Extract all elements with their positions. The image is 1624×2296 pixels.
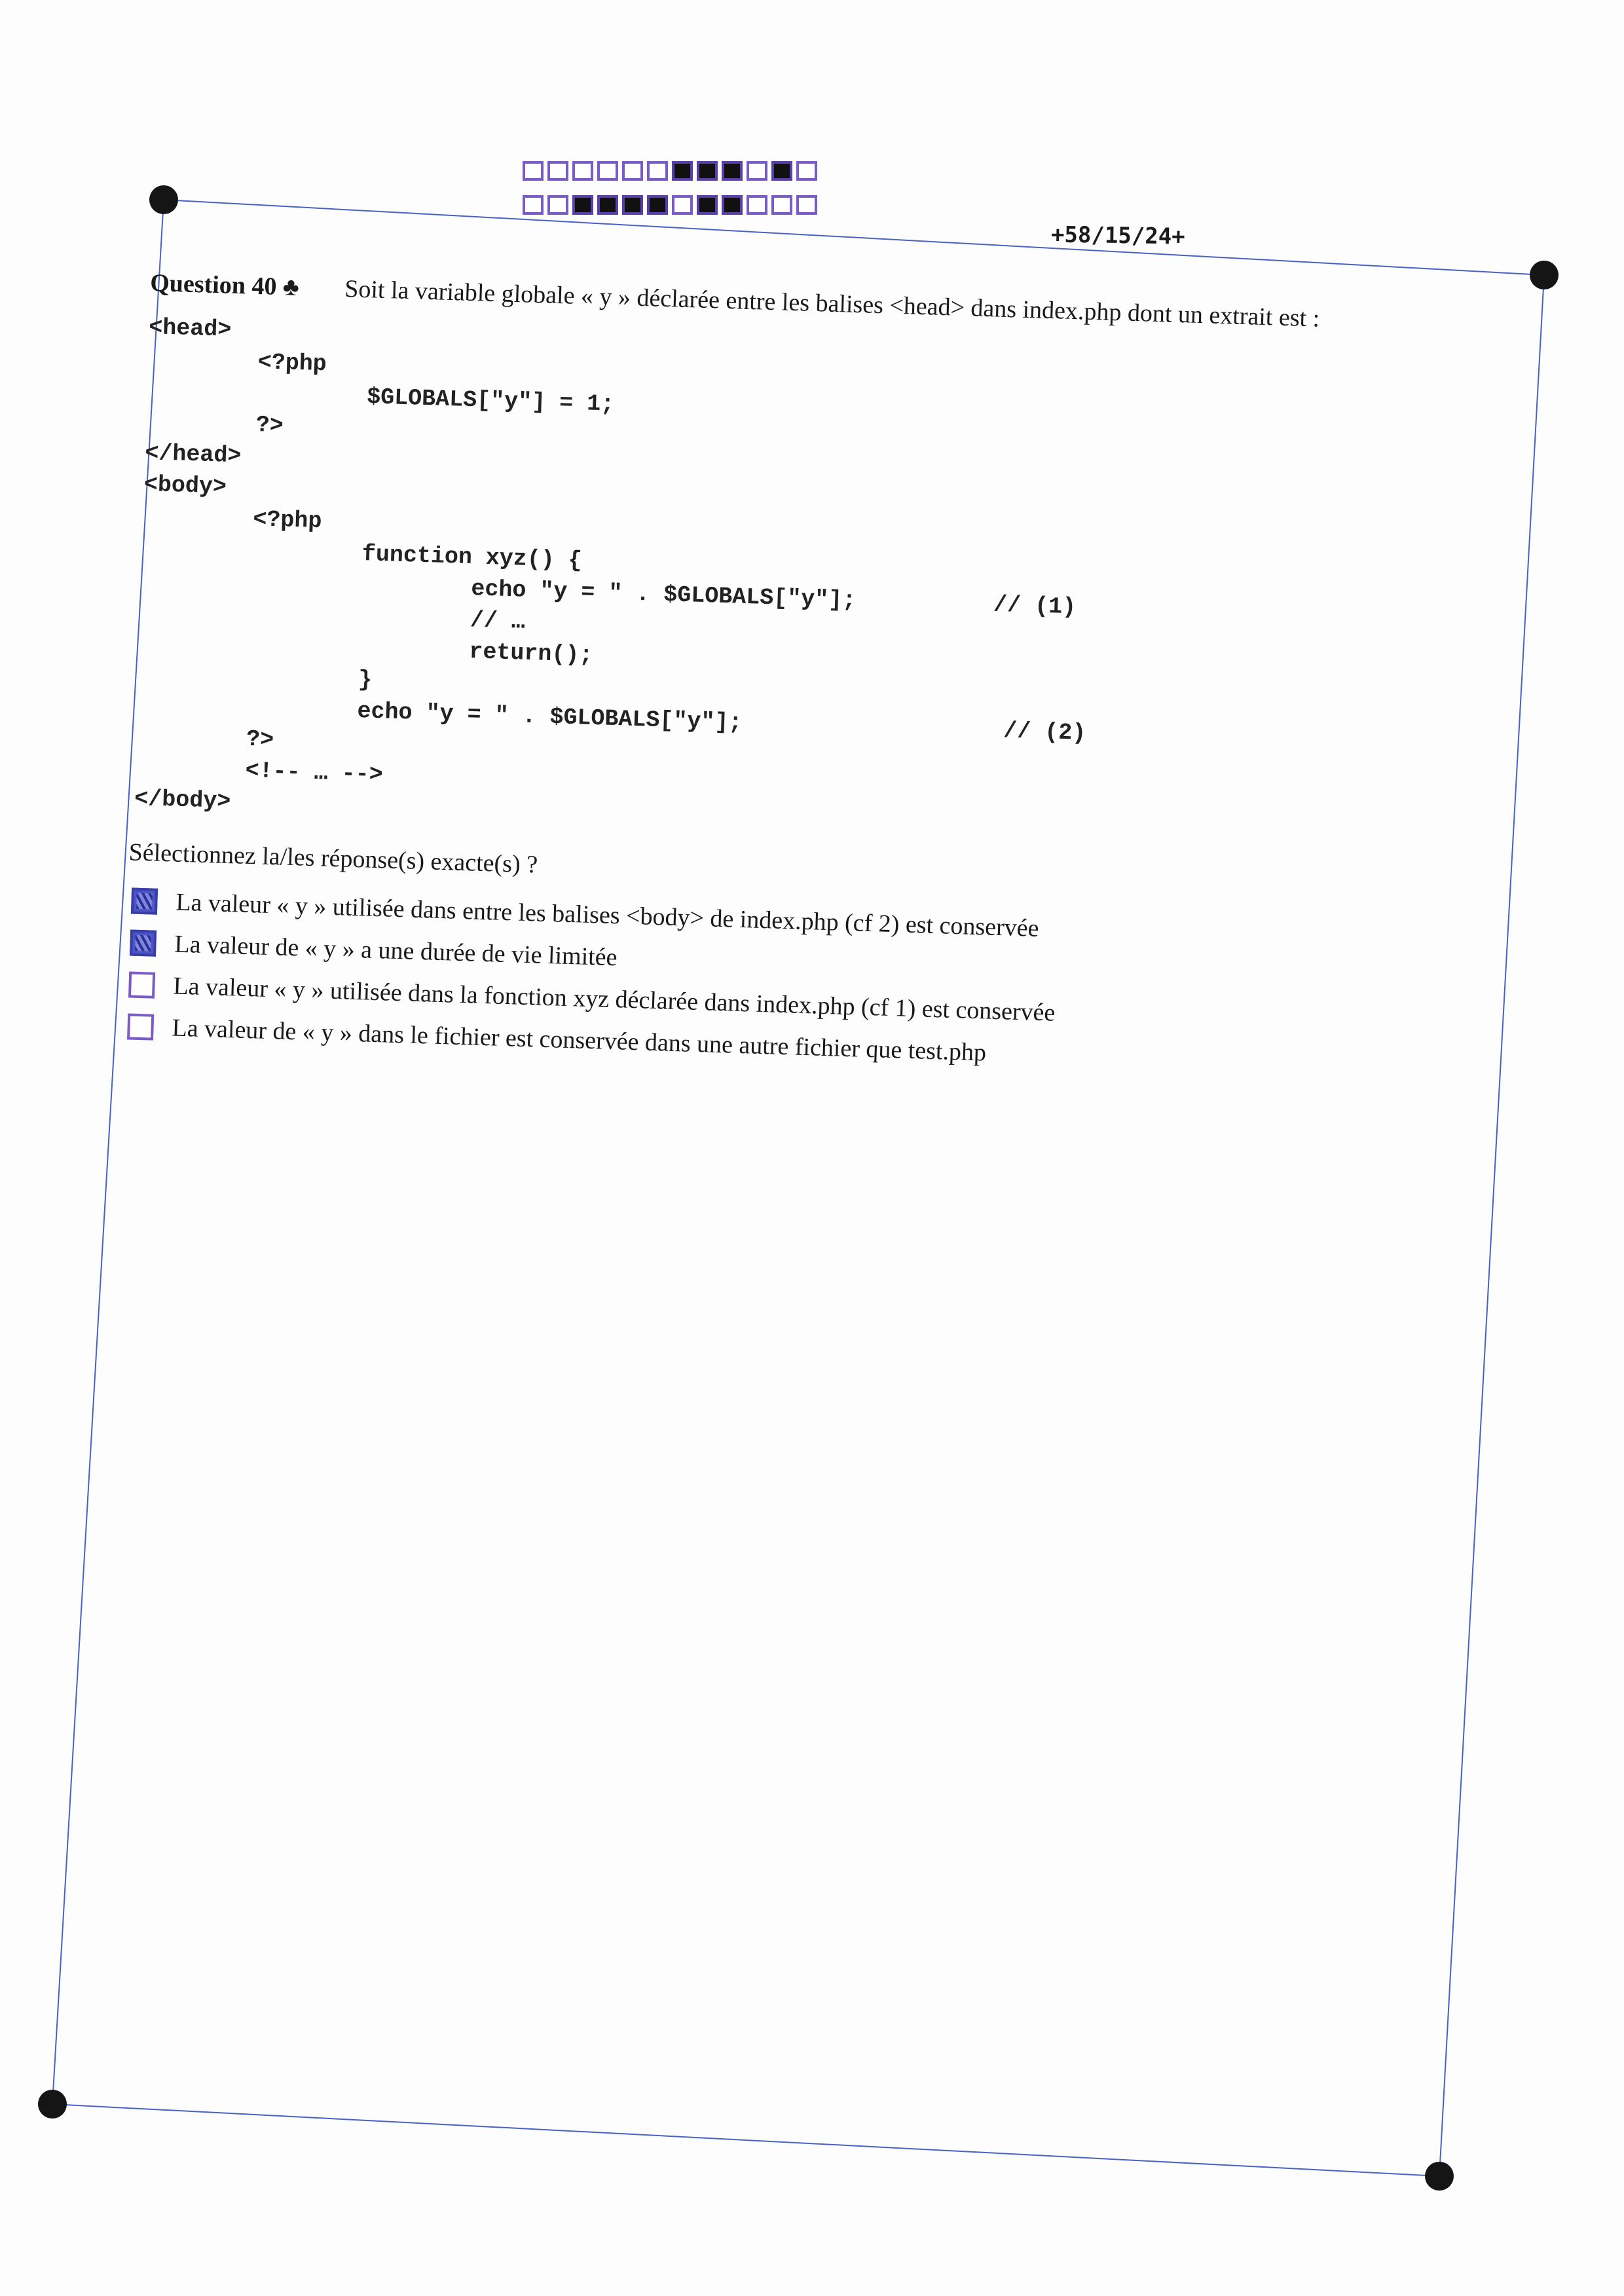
id-code-box [722, 161, 743, 181]
id-code-box [547, 161, 568, 181]
id-code-box [597, 161, 618, 181]
id-code-box [796, 161, 817, 181]
id-code-box [771, 161, 792, 181]
id-code-box [697, 161, 718, 181]
answer-checkbox[interactable] [127, 1013, 154, 1040]
question-label: Question 40 ♣ [149, 268, 300, 301]
id-code-box [523, 195, 544, 215]
id-code-box [572, 195, 593, 215]
id-code-box [622, 161, 643, 181]
corner-mark-bottom-left [38, 2090, 67, 2119]
id-code-box [547, 195, 568, 215]
answer-checkbox[interactable] [128, 971, 155, 998]
id-code-box [597, 195, 618, 215]
id-code-box [672, 195, 693, 215]
answer-text: La valeur « y » utilisée dans entre les balises <body> de index.php (cf 2) est conservée [175, 888, 1040, 942]
corner-mark-top-left [149, 185, 178, 214]
id-code-box [672, 161, 693, 181]
answer-prompt: Sélectionnez la/les réponse(s) exacte(s) ? [128, 838, 538, 879]
answer-text: La valeur de « y » a une durée de vie limitée [174, 930, 618, 972]
corner-mark-top-right [1530, 261, 1559, 289]
id-code-row-1 [523, 161, 821, 181]
page-code: +58/15/24+ [1050, 221, 1186, 250]
id-code-box [523, 161, 544, 181]
code-snippet: <head> <?php $GLOBALS["y"] = 1; ?> </head> <body> <?php function xyz() { echo "y = " . $GLOBALS["y"]; // (1) // … return(); } echo "y = " . $GLOBALS["y"]; // (2) ?> <!-- … --> </body> [134, 314, 1086, 815]
id-code-box [697, 195, 718, 215]
id-code-box [796, 195, 817, 215]
id-code-box [747, 195, 767, 215]
id-code-box [771, 195, 792, 215]
question-block [127, 268, 1460, 1088]
id-code-box [647, 195, 668, 215]
answer-checkbox[interactable] [130, 930, 157, 957]
id-code-box [647, 161, 668, 181]
question-statement: Soit la variable globale « y » déclarée entre les balises <head> dans index.php dont un extrait est : [344, 275, 1320, 333]
answer-text: La valeur « y » utilisée dans la fonction xyz déclarée dans index.php (cf 1) est conservée [172, 972, 1056, 1027]
answer-text: La valeur de « y » dans le fichier est conservée dans une autre fichier que test.php [171, 1014, 987, 1067]
id-code-box [722, 195, 743, 215]
id-code-row-2 [523, 195, 821, 215]
corner-mark-bottom-right [1425, 2162, 1454, 2191]
id-code-box [747, 161, 767, 181]
answer-checkbox[interactable] [131, 888, 158, 915]
id-code-box [572, 161, 593, 181]
id-code-box [622, 195, 643, 215]
